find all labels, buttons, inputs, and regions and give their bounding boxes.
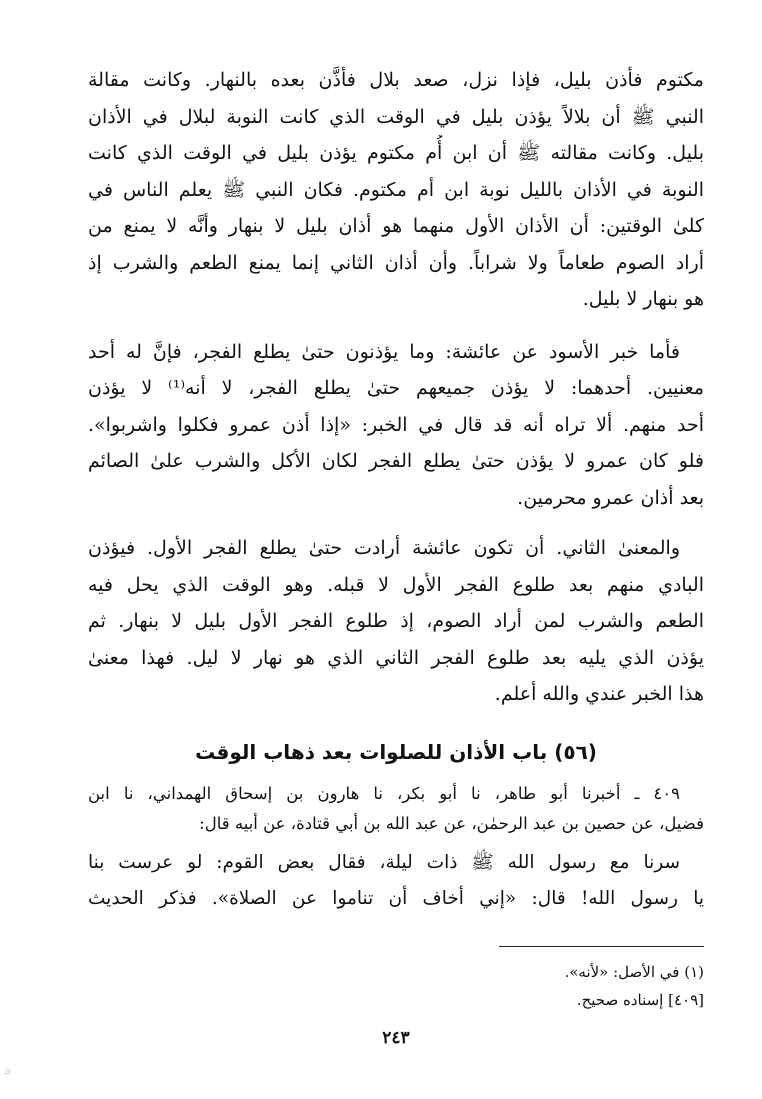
page-number: ٢٤٣ [382, 1028, 410, 1048]
chapter-heading: (٥٦) باب الأذان للصلوات بعد ذهاب الوقت [195, 739, 597, 764]
paragraph-3 [88, 530, 704, 713]
text-line: مكتوم فأذن بليل، فإذا نزل، صعد بلال فأذَّن بعده بالنهار. وكانت مقالة [88, 69, 704, 91]
text-line: هذا الخبر عندي والله أعلم. [494, 683, 704, 705]
text-line: يؤذن الذي يليه بعد طلوع الفجر الثاني الذي هو نهار لا ليل. فهذا معنىٰ [88, 646, 704, 669]
isnad-line: ٤٠٩ ـ أخبرنا أبو طاهر، نا أبو بكر، نا هارون بن إسحاق الهمداني، نا ابن [88, 783, 680, 803]
paragraph-2 [88, 334, 704, 517]
text-line: النبي ﷺ أن بلالاً يؤذن بليل في الوقت الذي كانت النوبة لبلال في الأذان [88, 105, 704, 128]
text-line: الطعم والشرب لمن أراد الصوم، إذ طلوع الفجر الأول بليل لا بنهار. ثم [88, 610, 704, 632]
page-edge-mark: ئ [4, 1066, 12, 1076]
footnote-2: [٤٠٩] إسناده صحيح. [576, 991, 704, 1009]
hadith-isnad [88, 779, 704, 839]
text-line: بليل. وكانت مقالته ﷺ أن ابن أُم مكتوم يؤذن بليل في الوقت الذي كانت [88, 142, 704, 164]
book-page [88, 62, 704, 1059]
text-line: والمعنىٰ الثاني. أن تكون عائشة أرادت حتىٰ يطلع الفجر الأول. فيؤذن [88, 537, 680, 559]
footnote-1: (١) في الأصل: «لأنه». [564, 963, 704, 981]
text-line: أراد الصوم طعاماً ولا شراباً. وأن أذان الثاني إنما يمنع الطعم والشرب إذ [88, 251, 704, 274]
paragraph-1 [88, 62, 704, 318]
text-line: فلو كان عمرو لا يؤذن حتىٰ يطلع الفجر لكان الأكل والشرب علىٰ الصائم [88, 450, 704, 472]
text-line: النوبة في الأذان بالليل نوبة ابن أم مكتوم. فكان النبي ﷺ يعلم الناس في [88, 178, 704, 201]
text-line: هو بنهار لا بليل. [582, 288, 704, 310]
footnote-divider [499, 946, 704, 947]
matn-line: سرنا مع رسول الله ﷺ ذات ليلة، فقال بعض القوم: لو عرست بنا [88, 851, 680, 873]
matn-line: يا رسول الله! قال: «إني أخاف أن تناموا عن الصلاة». فذكر الحديث [88, 887, 704, 909]
hadith-matn [88, 845, 704, 917]
text-line: أحد منهم. ألا تراه أنه قد قال في الخبر: «إذا أذن عمرو فكلوا واشربوا». [88, 413, 704, 436]
text-line: معنيين. أحدهما: لا يؤذن جميعهم حتىٰ يطلع الفجر، لا أنه⁽¹⁾ لا يؤذن [88, 377, 704, 399]
text-line: البادي منهم بعد طلوع الفجر الأول لا قبله. وهو الوقت الذي يحل فيه [88, 573, 704, 596]
text-line: كلىٰ الوقتين: أن الأذان الأول منهما هو أذان بليل لا بنهار وأنَّه لا يمنع من [88, 215, 704, 237]
text-line: بعد أذان عمرو محرمين. [517, 486, 704, 509]
text-line: فأما خبر الأسود عن عائشة: وما يؤذنون حتىٰ يطلع الفجر، فإنَّ له أحد [88, 340, 680, 363]
footnotes [564, 958, 704, 1014]
isnad-line: فضيل، عن حصين بن عبد الرحمٰن، عن عبد الله بن أبي قتادة، عن أبيه قال: [199, 813, 704, 833]
